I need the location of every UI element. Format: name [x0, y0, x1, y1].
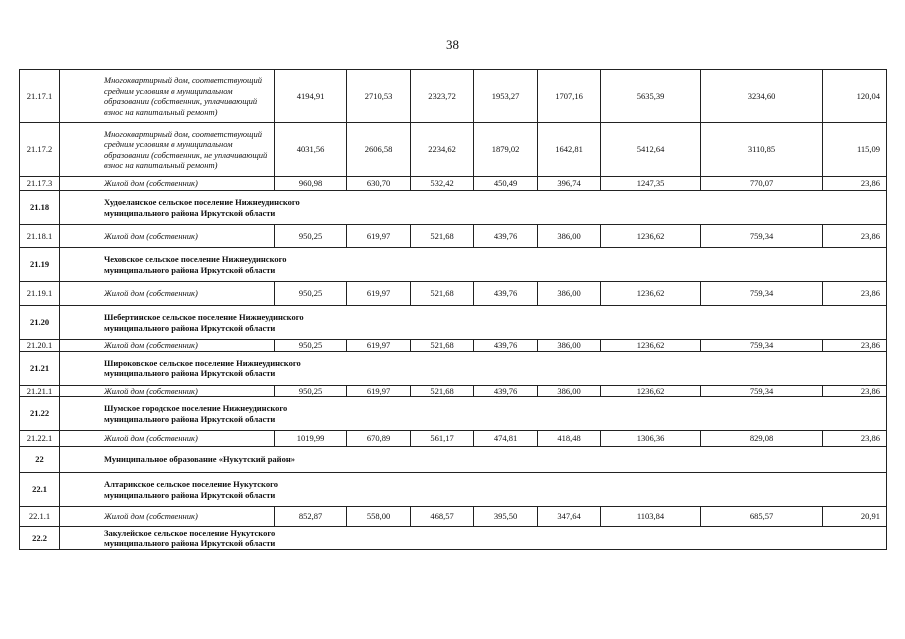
row-code: 22.2 — [20, 527, 60, 550]
value-cell: 120,04 — [823, 70, 887, 123]
value-cell: 2606,58 — [347, 123, 411, 177]
section-title — [60, 191, 887, 225]
value-cell: 4031,56 — [275, 123, 347, 177]
value-cell: 3234,60 — [701, 70, 823, 123]
row-description: Жилой дом (собственник) — [60, 507, 275, 527]
row-description: Жилой дом (собственник) — [60, 225, 275, 248]
value-cell: 1236,62 — [601, 282, 701, 306]
value-cell: 396,74 — [538, 177, 601, 191]
value-cell: 439,76 — [474, 282, 538, 306]
value-cell: 1236,62 — [601, 225, 701, 248]
page-number: 38 — [446, 37, 459, 52]
table-row — [20, 177, 887, 191]
value-cell: 386,00 — [538, 340, 601, 352]
row-code: 21.20.1 — [20, 340, 60, 352]
row-description: Многоквартирный дом, соответствующий средним условиям в муниципальном образовании (собственник, уплачивающий взнос на капитальный ремонт) — [60, 70, 275, 123]
row-code: 22.1.1 — [20, 507, 60, 527]
row-description: Многоквартирный дом, соответствующий средним условиям в муниципальном образовании (собственник, не уплачивающий взнос на капитальный ремонт) — [60, 123, 275, 177]
section-title — [60, 397, 887, 431]
value-cell: 561,17 — [411, 431, 474, 447]
value-cell: 619,97 — [347, 340, 411, 352]
table-row — [20, 340, 887, 352]
row-code: 21.21 — [20, 351, 60, 385]
row-description: Жилой дом (собственник) — [60, 385, 275, 397]
section-row — [20, 191, 887, 225]
table-row — [20, 123, 887, 177]
row-code: 21.18.1 — [20, 225, 60, 248]
value-cell: 1236,62 — [601, 385, 701, 397]
row-description: Жилой дом (собственник) — [60, 282, 275, 306]
value-cell: 670,89 — [347, 431, 411, 447]
row-code: 21.18 — [20, 191, 60, 225]
tariff-table — [19, 69, 887, 550]
value-cell: 759,34 — [701, 340, 823, 352]
value-cell: 439,76 — [474, 340, 538, 352]
value-cell: 23,86 — [823, 282, 887, 306]
value-cell: 4194,91 — [275, 70, 347, 123]
section-row — [20, 306, 887, 340]
value-cell: 23,86 — [823, 340, 887, 352]
value-cell: 759,34 — [701, 385, 823, 397]
value-cell: 960,98 — [275, 177, 347, 191]
row-description: Жилой дом (собственник) — [60, 431, 275, 447]
value-cell: 386,00 — [538, 385, 601, 397]
section-row — [20, 248, 887, 282]
value-cell: 439,76 — [474, 225, 538, 248]
section-title-text: Шумское городское поселение Нижнеудинского муниципального района Иркутской области — [104, 403, 288, 424]
row-code: 21.17.2 — [20, 123, 60, 177]
row-code: 21.22 — [20, 397, 60, 431]
value-cell: 468,57 — [411, 507, 474, 527]
section-row — [20, 351, 887, 385]
row-description: Жилой дом (собственник) — [60, 340, 275, 352]
value-cell: 759,34 — [701, 225, 823, 248]
value-cell: 23,86 — [823, 385, 887, 397]
value-cell: 386,00 — [538, 282, 601, 306]
value-cell: 5412,64 — [601, 123, 701, 177]
row-code: 21.21.1 — [20, 385, 60, 397]
value-cell: 630,70 — [347, 177, 411, 191]
value-cell: 395,50 — [474, 507, 538, 527]
value-cell: 474,81 — [474, 431, 538, 447]
value-cell: 521,68 — [411, 340, 474, 352]
value-cell: 5635,39 — [601, 70, 701, 123]
table-row — [20, 385, 887, 397]
section-title — [60, 306, 887, 340]
value-cell: 418,48 — [538, 431, 601, 447]
row-code: 21.19 — [20, 248, 60, 282]
section-title — [60, 248, 887, 282]
value-cell: 1642,81 — [538, 123, 601, 177]
tariff-table-wrapper — [19, 69, 887, 550]
value-cell: 1707,16 — [538, 70, 601, 123]
value-cell: 1247,35 — [601, 177, 701, 191]
section-title-text: Муниципальное образование «Нукутский район» — [104, 454, 295, 465]
value-cell: 852,87 — [275, 507, 347, 527]
section-title-text: Закулейское сельское поселение Нукутского муниципального района Иркутской области — [104, 527, 276, 548]
value-cell: 347,64 — [538, 507, 601, 527]
value-cell: 1236,62 — [601, 340, 701, 352]
value-cell: 439,76 — [474, 385, 538, 397]
value-cell: 685,57 — [701, 507, 823, 527]
value-cell: 619,97 — [347, 225, 411, 248]
section-title — [60, 447, 887, 473]
value-cell: 759,34 — [701, 282, 823, 306]
row-code: 21.17.1 — [20, 70, 60, 123]
value-cell: 950,25 — [275, 282, 347, 306]
value-cell: 3110,85 — [701, 123, 823, 177]
value-cell: 770,07 — [701, 177, 823, 191]
section-title — [60, 527, 887, 550]
row-description: Жилой дом (собственник) — [60, 177, 275, 191]
row-code: 21.17.3 — [20, 177, 60, 191]
value-cell: 386,00 — [538, 225, 601, 248]
section-title-text: Худоеланское сельское поселение Нижнеудинского муниципального района Иркутской области — [104, 197, 300, 218]
value-cell: 1879,02 — [474, 123, 538, 177]
value-cell: 521,68 — [411, 225, 474, 248]
value-cell: 521,68 — [411, 282, 474, 306]
value-cell: 829,08 — [701, 431, 823, 447]
value-cell: 115,09 — [823, 123, 887, 177]
table-row — [20, 70, 887, 123]
section-title — [60, 473, 887, 507]
table-row — [20, 431, 887, 447]
value-cell: 23,86 — [823, 431, 887, 447]
row-code: 21.20 — [20, 306, 60, 340]
table-row — [20, 225, 887, 248]
section-row — [20, 397, 887, 431]
section-row — [20, 527, 887, 550]
value-cell: 619,97 — [347, 385, 411, 397]
value-cell: 950,25 — [275, 225, 347, 248]
value-cell: 1103,84 — [601, 507, 701, 527]
value-cell: 950,25 — [275, 385, 347, 397]
value-cell: 950,25 — [275, 340, 347, 352]
value-cell: 2234,62 — [411, 123, 474, 177]
row-code: 22 — [20, 447, 60, 473]
section-row — [20, 473, 887, 507]
section-title-text: Алтарикское сельское поселение Нукутского муниципального района Иркутской области — [104, 479, 278, 500]
row-code: 21.19.1 — [20, 282, 60, 306]
value-cell: 521,68 — [411, 385, 474, 397]
value-cell: 1953,27 — [474, 70, 538, 123]
value-cell: 20,91 — [823, 507, 887, 527]
section-title-text: Чеховское сельское поселение Нижнеудинского муниципального района Иркутской области — [104, 254, 287, 275]
section-title-text: Шебертинское сельское поселение Нижнеудинского муниципального района Иркутской области — [104, 312, 304, 333]
section-title — [60, 351, 887, 385]
row-code: 21.22.1 — [20, 431, 60, 447]
value-cell: 2710,53 — [347, 70, 411, 123]
value-cell: 23,86 — [823, 177, 887, 191]
value-cell: 532,42 — [411, 177, 474, 191]
value-cell: 450,49 — [474, 177, 538, 191]
value-cell: 23,86 — [823, 225, 887, 248]
section-row — [20, 447, 887, 473]
value-cell: 1019,99 — [275, 431, 347, 447]
value-cell: 558,00 — [347, 507, 411, 527]
table-row — [20, 507, 887, 527]
table-row — [20, 282, 887, 306]
section-title-text: Широковское сельское поселение Нижнеудинского муниципального района Иркутской области — [104, 357, 301, 378]
row-code: 22.1 — [20, 473, 60, 507]
value-cell: 1306,36 — [601, 431, 701, 447]
value-cell: 2323,72 — [411, 70, 474, 123]
value-cell: 619,97 — [347, 282, 411, 306]
